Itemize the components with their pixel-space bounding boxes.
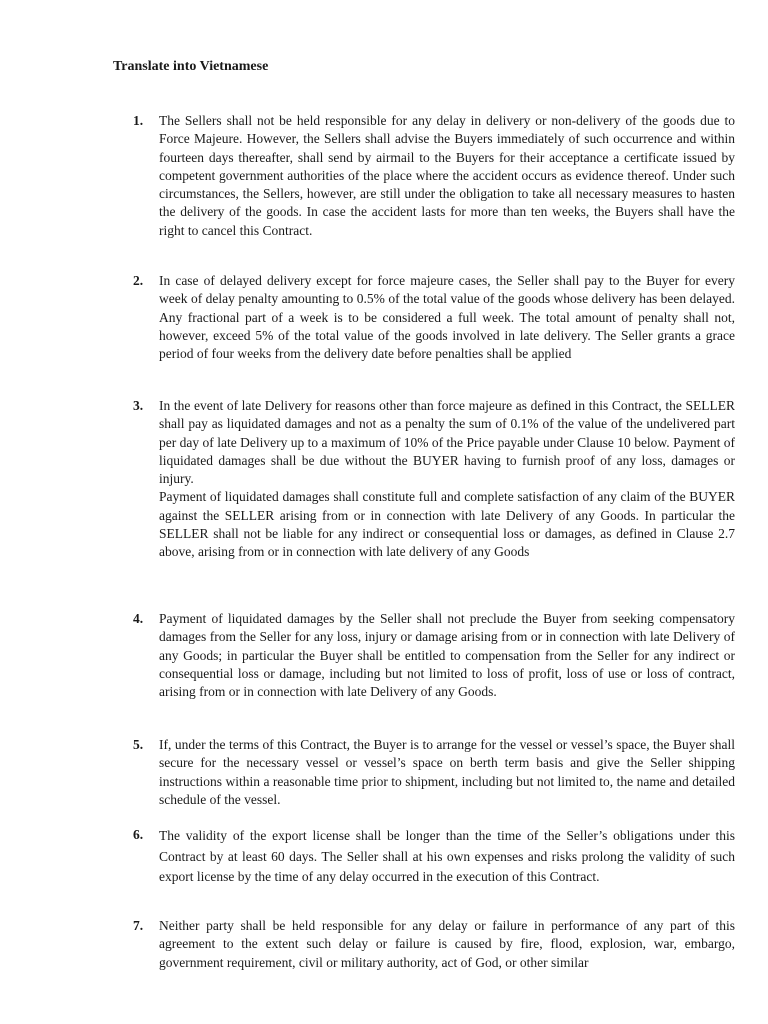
clause-number: 3. [133,398,144,413]
clause-paragraph: In the event of late Delivery for reasons other than force majeure as defined in this Contract, the SELLER shall pay as liquidated damages and not as a penalty the sum of 0.1% of the value of the undelivered part per day of late Delivery up to a maximum of 10% of the Price payable under Clause 10 below. Payment of liquidated damages shall be due without the BUYER having to furnish proof of any loss, damages or injury. [159,398,735,487]
clause-item-5 [133,736,733,809]
clause-body [159,826,735,888]
clause-body [159,610,735,701]
page-title: Translate into Vietnamese [113,59,269,74]
clause-number: 7. [133,918,144,933]
clause-item-4 [133,610,733,701]
clause-item-1 [133,112,733,240]
clause-body [159,917,735,972]
clause-number: 4. [133,611,144,626]
clause-body [159,272,735,363]
clause-paragraph: Neither party shall be held responsible for any delay or failure in performance of any part of this agreement to the extent such delay or failure is caused by fire, flood, explosion, war, embargo, government requirement, civil or military authority, act of God, or other similar [159,918,735,970]
clause-number: 5. [133,737,144,752]
clause-paragraph: The Sellers shall not be held responsible for any delay in delivery or non-delivery of the goods due to Force Majeure. However, the Sellers shall advise the Buyers immediately of such occurrence and within fourteen days thereafter, shall send by airmail to the Buyers for their acceptance a certificate issued by competent government authorities of the place where the accident occurs as evidence thereof. Under such circumstances, the Sellers, however, are still under the obligation to take all necessary measures to hasten the delivery of the goods. In case the accident lasts for more than ten weeks, the Buyers shall have the right to cancel this Contract. [159,113,735,238]
clause-item-7 [133,917,733,972]
clause-number: 6. [133,827,144,842]
clause-paragraph: In case of delayed delivery except for force majeure cases, the Seller shall pay to the Buyer for every week of delay penalty amounting to 0.5% of the total value of the goods whose delivery has been delayed. Any fractional part of a week is to be considered a full week. The total amount of penalty shall not, however, exceed 5% of the total value of the goods involved in late delivery. The Seller grants a grace period of four weeks from the delivery date before penalties shall be applied [159,273,735,362]
clause-paragraph: Payment of liquidated damages shall constitute full and complete satisfaction of any claim of the BUYER against the SELLER arising from or in connection with late Delivery of any Goods. In particular the SELLER shall not be liable for any indirect or consequential loss or damages, as defined in Clause 2.7 above, arising from or in connection with late delivery of any Goods [159,489,735,560]
clause-body [159,736,735,809]
clause-item-6 [133,826,733,888]
clause-number: 2. [133,273,144,288]
clause-item-3 [133,397,733,562]
clause-body [159,112,735,240]
clause-item-2 [133,272,733,363]
clause-paragraph: Payment of liquidated damages by the Seller shall not preclude the Buyer from seeking compensatory damages from the Seller for any loss, injury or damage arising from or in connection with late Delivery of any Goods; in particular the Buyer shall be entitled to compensation from the Seller for any indirect or consequential loss or damage, including but not limited to loss of profit, loss of use or loss of contract, arising from or in connection with late Delivery of any Goods. [159,611,735,700]
clause-paragraph: The validity of the export license shall be longer than the time of the Seller’s obligations under this Contract by at least 60 days. The Seller shall at his own expenses and risks prolong the validity of such export license by the time of any delay occurred in the execution of this Contract. [159,828,735,884]
clause-paragraph: If, under the terms of this Contract, the Buyer is to arrange for the vessel or vessel’s space, the Buyer shall secure for the necessary vessel or vessel’s space on berth term basis and give the Seller shipping instructions within a reasonable time prior to shipment, including but not limited to, the name and detailed schedule of the vessel. [159,737,735,807]
clause-body [159,397,735,562]
clause-number: 1. [133,113,144,128]
